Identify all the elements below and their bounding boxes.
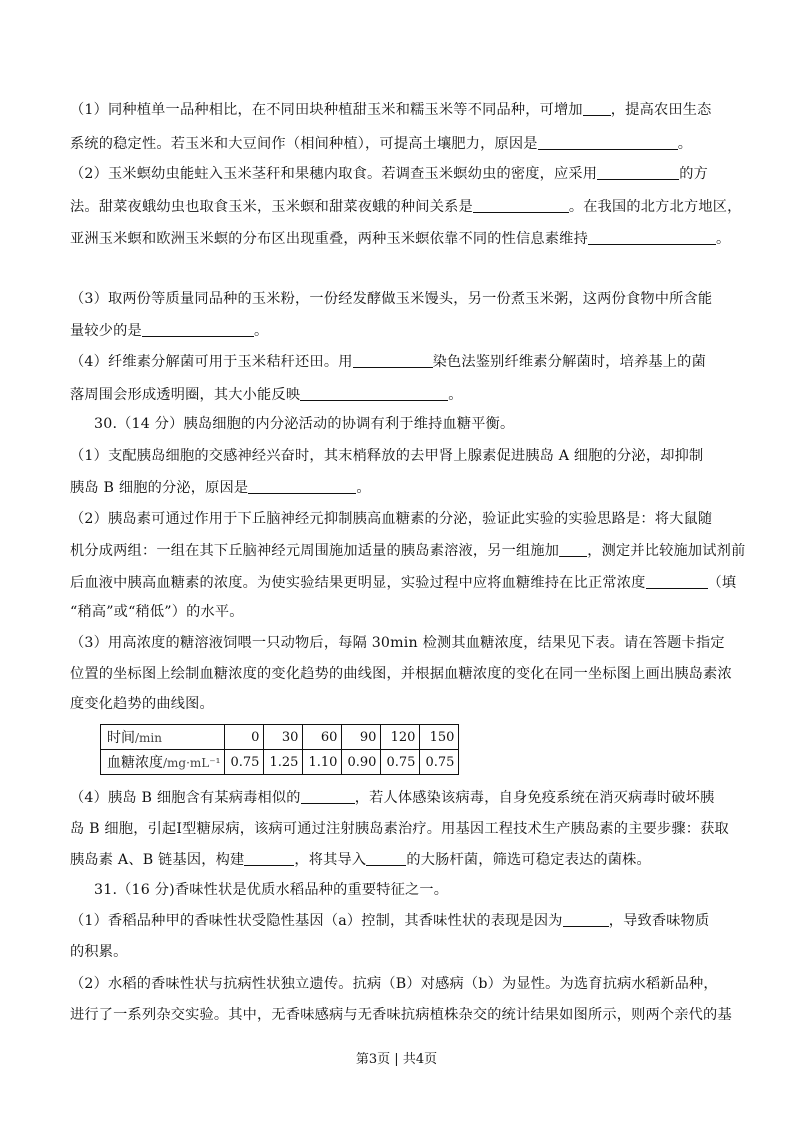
paragraph-line-19 [70,694,725,714]
answer-blank[interactable] [646,573,708,589]
value-cell: 1.10 [303,750,342,775]
page-footer: 第3页 | 共4页 [355,1052,438,1067]
time-cell: 0 [225,725,264,750]
text: 机分成两组：一组在其下丘脑神经元周围施加适量的胰岛素溶液，另一组施加 [70,543,560,559]
text: 法。甜菜夜蛾幼虫也取食玉米，玉米螟和甜菜夜蛾的种间关系是 [70,199,473,215]
answer-blank[interactable] [597,164,679,180]
text: 位置的坐标图上绘制血糖浓度的变化趋势的曲线图，并根据血糖浓度的变化在同一坐标图上画出胰岛素浓 [70,666,732,682]
answer-blank[interactable] [248,478,356,494]
table-row-time [101,725,459,750]
text: 亚洲玉米螟和欧洲玉米螟的分布区出现重叠，两种玉米螟依靠不同的性信息素维持 [70,231,588,247]
text: “稍高”或“稍低”）的水平。 [70,604,244,620]
text: （3）用高浓度的糖溶液饲喂一只动物后，每隔 30min 检测其血糖浓度，结果见下表。请在答题卡指定 [70,635,725,651]
text: 岛 B 细胞，引起Ⅰ型糖尿病，该病可通过注射胰岛素治疗。用基因工程技术生产胰岛素的主要步骤：获取 [70,821,729,837]
paragraph-line-8 [70,352,725,372]
text: 。 [715,231,731,247]
paragraph-line-1 [70,100,725,120]
paragraph-line-15 [70,573,737,593]
text: ，若人体感染该病毒，自身免疫系统在消灭病毒时破坏胰 [354,790,715,806]
text: 。 [253,323,269,339]
paragraph-line-26 [70,974,725,994]
paragraph-line-13 [70,509,725,529]
text: 后血液中胰高血糖素的浓度。为使实验结果更明显，实验过程中应将血糖维持在比正常浓度 [70,575,646,591]
paragraph-line-24 [70,911,725,931]
answer-blank[interactable] [588,229,716,245]
time-cell: 30 [264,725,303,750]
table-row-glucose [101,750,459,775]
value-cell: 1.25 [264,750,303,775]
paragraph-line-9 [70,385,725,405]
text: ，将其导入 [294,852,367,868]
row-header-time: 时间/min [101,725,225,750]
text: 落周围会形成透明圈，其大小能反映 [70,387,301,403]
text: 。 [356,480,371,496]
text: 的方 [679,166,708,182]
question-30-heading [94,414,749,434]
paragraph-line-17 [70,633,725,653]
answer-blank[interactable] [583,100,611,116]
text: ，导致香味物质 [608,913,710,929]
paragraph-line-27 [70,1005,732,1025]
answer-blank[interactable] [559,541,587,557]
text: （1）香稻品种甲的香味性状受隐性基因（a）控制，其香味性状的表现是因为 [70,913,563,929]
text: （1）支配胰岛细胞的交感神经兴奋时，其末梢释放的去甲肾上腺素促进胰岛 A 细胞的分泌，却抑制 [70,448,704,464]
paragraph-line-2 [70,134,725,154]
paragraph-line-6 [70,289,725,309]
text: 胰岛素 A、B 链基因，构建 [70,852,245,868]
answer-blank[interactable] [366,850,406,866]
text: 31.（16 分)香味性状是优质水稻品种的重要特征之一。 [94,882,449,898]
value-cell: 0.75 [225,750,264,775]
time-cell: 120 [381,725,420,750]
value-cell: 0.75 [420,750,459,775]
row-header-glucose: 血糖浓度/mg·mL⁻¹ [101,750,225,775]
text: 胰岛 B 细胞的分泌，原因是 [70,480,249,496]
text: （2）水稻的香味性状与抗病性状独立遗传。抗病（B）对感病（b）为显性。为选育抗病水稻新品种， [70,976,718,992]
time-cell: 90 [342,725,381,750]
answer-blank[interactable] [473,197,569,213]
text: 30.（14 分）胰岛细胞的内分泌活动的协调有利于维持血糖平衡。 [94,416,515,432]
text: （2）胰岛素可通过作用于下丘脑神经元抑制胰高血糖素的分泌，验证此实验的实验思路是：将大鼠随 [70,511,713,527]
time-cell: 60 [303,725,342,750]
answer-blank[interactable] [538,134,678,150]
text: 。 [448,387,463,403]
answer-blank[interactable] [301,788,355,804]
text: （2）玉米螟幼虫能蛀入玉米茎秆和果穗内取食。若调查玉米螟幼虫的密度，应采用 [70,166,598,182]
answer-blank[interactable] [563,911,609,927]
paragraph-line-5 [70,229,731,249]
text: （1）同种植单一品种相比，在不同田块种植甜玉米和糯玉米等不同品种，可增加 [70,102,583,118]
value-cell: 0.75 [381,750,420,775]
paragraph-line-14 [70,541,746,561]
value-cell: 0.90 [342,750,381,775]
text: 。在我国的北方北方地区， [568,199,742,215]
answer-blank[interactable] [244,850,294,866]
paragraph-line-4 [70,197,742,217]
text: （4）胰岛 B 细胞含有某病毒相似的 [70,790,301,806]
answer-blank[interactable] [142,321,254,337]
blood-glucose-table [100,724,459,775]
text: 。 [677,136,693,152]
text: 的积累。 [70,944,128,960]
text: 量较少的是 [70,323,142,339]
text: （3）取两份等质量同品种的玉米粉，一份经发酵做玉米馒头，另一份煮玉米粥，这两份食物中所含能 [70,291,713,307]
paragraph-line-18 [70,664,732,684]
paragraph-line-21 [70,819,729,839]
text: （4）纤维素分解菌可用于玉米秸秆还田。用 [70,354,353,370]
question-31-heading [94,880,749,900]
paragraph-line-12 [70,478,725,498]
text: 度变化趋势的曲线图。 [70,696,214,712]
paragraph-line-22 [70,850,725,870]
text: ，提高农田生态 [610,102,712,118]
paragraph-line-7 [70,321,725,341]
paragraph-line-16 [70,602,725,622]
answer-blank[interactable] [353,352,433,368]
text: 系统的稳定性。若玉米和大豆间作（相间种植），可提高土壤肥力，原因是 [70,136,538,152]
text: 的大肠杆菌，筛选可稳定表达的菌株。 [406,852,651,868]
text: 进行了一系列杂交实验。其中，无香味感病与无香味抗病植株杂交的统计结果如图所示，则两个亲代的基 [70,1007,732,1023]
paragraph-line-11 [70,446,725,466]
paragraph-line-25 [70,942,725,962]
paragraph-line-3 [70,164,725,184]
paragraph-line-20 [70,788,725,808]
time-cell: 150 [420,725,459,750]
text: 染色法鉴别纤维素分解菌时，培养基上的菌 [432,354,706,370]
text: （填 [707,575,737,591]
answer-blank[interactable] [300,385,448,401]
text: ，测定并比较施加试剂前 [587,543,746,559]
